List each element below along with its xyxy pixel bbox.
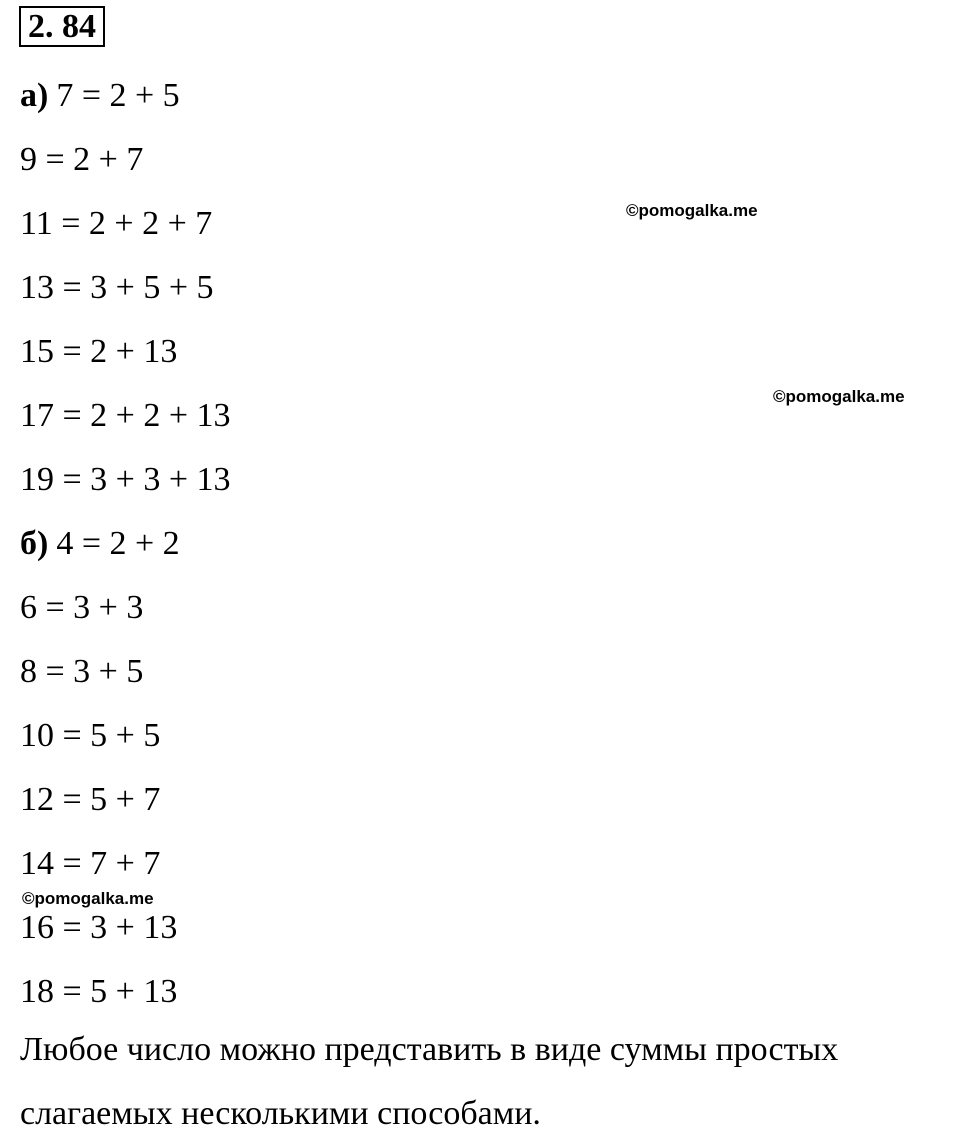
part-b-line-1 <box>20 524 180 564</box>
part-a-line-2: 9 = 2 + 7 <box>20 141 144 178</box>
conclusion-line-1: Любое число можно представить в виде суммы простых <box>20 1031 839 1068</box>
part-b-line-8: 18 = 5 + 13 <box>20 973 178 1010</box>
part-b-line-4: 10 = 5 + 5 <box>20 717 161 754</box>
part-a-line-5: 15 = 2 + 13 <box>20 333 178 370</box>
part-b-line-2: 6 = 3 + 3 <box>20 589 144 626</box>
part-b-label: б) <box>20 525 49 562</box>
watermark: ©pomogalka.me <box>773 387 905 406</box>
part-b-line-5: 12 = 5 + 7 <box>20 781 161 818</box>
part-a-line-6: 17 = 2 + 2 + 13 <box>20 397 231 434</box>
conclusion-line-2: слагаемых несколькими способами. <box>20 1095 541 1132</box>
equation: 7 = 2 + 5 <box>56 77 180 114</box>
part-b-line-7: 16 = 3 + 13 <box>20 909 178 946</box>
problem-number: 2. 84 <box>19 6 105 47</box>
part-a-line-3: 11 = 2 + 2 + 7 <box>20 205 213 242</box>
watermark: ©pomogalka.me <box>626 201 758 220</box>
part-a-line-4: 13 = 3 + 5 + 5 <box>20 269 214 306</box>
part-b-line-3: 8 = 3 + 5 <box>20 653 144 690</box>
part-a-label: а) <box>20 77 49 114</box>
part-a-line-7: 19 = 3 + 3 + 13 <box>20 461 231 498</box>
part-a-line-1 <box>20 76 180 116</box>
watermark: ©pomogalka.me <box>22 889 154 908</box>
equation: 4 = 2 + 2 <box>56 525 180 562</box>
part-b-line-6: 14 = 7 + 7 <box>20 845 161 882</box>
